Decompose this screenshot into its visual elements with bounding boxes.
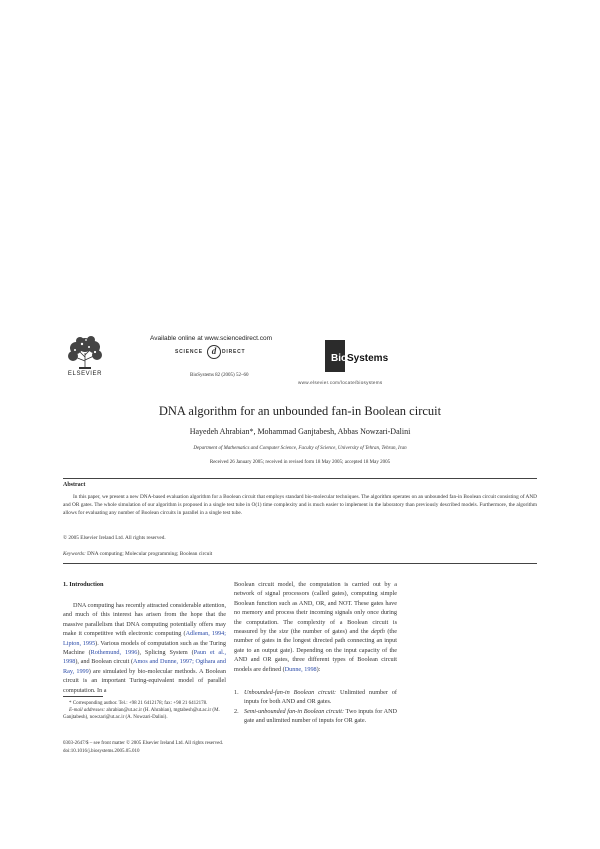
sciencedirect-left: SCIENCE <box>175 349 203 355</box>
right-paragraph <box>234 580 397 674</box>
article-authors: Hayedeh Ahrabian*, Mohammad Ganjtabesh, Abbas Nowzari-Dalini <box>189 427 411 436</box>
ref-rothemund[interactable]: Rothemund, 1996 <box>90 649 138 657</box>
available-online: Available online at www.sciencedirect.com <box>150 335 272 342</box>
article-affiliation: Department of Mathematics and Computer Science, Faculty of Science, University of Tehran, Tehran, Iran <box>193 446 407 451</box>
abstract-heading: Abstract <box>63 482 86 488</box>
term-depth: depth <box>371 628 385 636</box>
divider-top <box>63 478 537 479</box>
footnote-email-label: E-mail addresses: <box>69 708 106 713</box>
ref-adleman-lipton[interactable]: Adleman, 1994; Lipton, 1995 <box>63 630 227 647</box>
footnote-email-list: ahrabian@ut.ac.ir (H. Ahrabian), mgtabesh@ut.ac.ir (M. Ganjtabesh), nowzari@ut.ac.ir (A. Nowzari-Dalini). <box>63 708 220 720</box>
list-item-text: Two inputs for AND gate and unlimited number of inputs for OR gate. <box>244 707 398 725</box>
journal-url[interactable]: www.elsevier.com/locate/biosystems <box>298 380 383 385</box>
publisher-name: ELSEVIER <box>67 371 103 377</box>
right-p2-b: (the number of gates) and the <box>288 628 372 636</box>
ref-amos-ogihara[interactable]: Amos and Dunne, 1997; Ogihara and Ray, 1999 <box>63 658 226 675</box>
sciencedirect-logo <box>175 346 305 358</box>
keywords <box>63 551 212 557</box>
intro-p1-c: ), Splicing System ( <box>137 649 194 657</box>
right-p2-d: ): <box>316 665 321 673</box>
right-p2-a: Boolean circuit model, the computation is carried out by a network of signal processors (called gates), computing simple Boolean function such as AND, OR, and NOT. These gates have no memory and process their incoming signals only once during the computation. The complexity of a Boolean circuit is measured by the <box>234 581 397 636</box>
publisher-logo <box>65 335 105 379</box>
footnote-corresponding: * Corresponding author. Tel.: +98 21 6412178; fax: +98 21 6412178. <box>69 701 208 706</box>
intro-p1-b: ). Various models of computation such as the Turing Machine ( <box>63 639 226 657</box>
term-size: size <box>279 628 289 636</box>
divider-bottom <box>63 563 537 564</box>
abstract-body: In this paper, we present a new DNA-based evaluation algorithm for a Boolean circuit that employs standard bio-molecular techniques. The algorithm operates on an unbounded fan-in Boolean circuit consisting of AND and OR gates. The whole simulation of our algorithm is proposed in a single test tube in O(1) time complexity and is much easier to implement in the laboratory than previously described models. Furthermore, the algorithm allows for evaluating any number of Boolean circuits in parallel in a single test tube. <box>63 494 537 517</box>
footnote-emails <box>63 707 226 721</box>
intro-p1-d: ), and Boolean circuit ( <box>75 658 134 666</box>
list-item <box>234 707 397 726</box>
abstract-copyright: © 2005 Elsevier Ireland Ltd. All rights reserved. <box>63 535 166 541</box>
list-item-num: 1. <box>234 689 239 696</box>
list-item-term: Unbounded-fan-in Boolean circuit: <box>244 689 337 696</box>
intro-heading: 1. Introduction <box>63 581 104 588</box>
article-title: DNA algorithm for an unbounded fan-in Boolean circuit <box>158 404 442 418</box>
journal-ref: BioSystems 82 (2005) 52–60 <box>190 373 249 378</box>
list-item-num: 2. <box>234 707 239 715</box>
footer-doi[interactable]: doi:10.1016/j.biosystems.2005.05.010 <box>63 749 140 754</box>
ref-paun[interactable]: Paun et al., 1998 <box>63 649 226 666</box>
intro-p1-e: ) are simulated by bio-molecular methods. A Boolean circuit is an important Turing-equivalent model of parallel computation. In a <box>63 667 226 694</box>
journal-logo <box>325 340 387 374</box>
footnote <box>63 700 226 721</box>
intro-paragraph <box>63 601 226 695</box>
circuit-type-list <box>234 688 397 726</box>
ref-dunne[interactable]: Dunne, 1998 <box>284 665 317 673</box>
footer-copyright: 0303-2647/$ – see front matter © 2005 Elsevier Ireland Ltd. All rights reserved. <box>63 741 224 746</box>
article-received: Received 26 January 2005; received in revised form 18 May 2005; accepted 18 May 2005 <box>209 460 391 465</box>
sciencedirect-mark: d <box>207 345 221 359</box>
footnote-rule <box>63 696 103 697</box>
list-item-text: Unlimited number of inputs for both AND and OR gates. <box>244 689 397 706</box>
right-p2-c: (the number of gates in the longest directed path connecting an input gate to an output gate). Depending on the input capacity of the AND and OR gates, three different types of Boolean circuit models are defined ( <box>234 628 397 673</box>
sciencedirect-right: DIRECT <box>222 349 246 355</box>
keywords-label: Keywords: <box>63 551 86 557</box>
list-item <box>234 688 397 707</box>
journal-logo-line1: Bio <box>331 353 348 364</box>
keywords-list: DNA computing; Molecular programming; Boolean circuit <box>87 551 213 557</box>
intro-p1-a: DNA computing has recently attracted considerable attention, and much of this interest has arisen from the hope that the massive parallelism that DNA computing potentially offers may make it competitive with electronic computing ( <box>63 602 226 638</box>
journal-logo-line2: Systems <box>347 353 389 364</box>
list-item-term: Semi-unbounded fan-in Boolean circuit: <box>244 707 345 715</box>
abstract-text <box>63 493 537 518</box>
elsevier-tree-icon <box>65 335 105 371</box>
